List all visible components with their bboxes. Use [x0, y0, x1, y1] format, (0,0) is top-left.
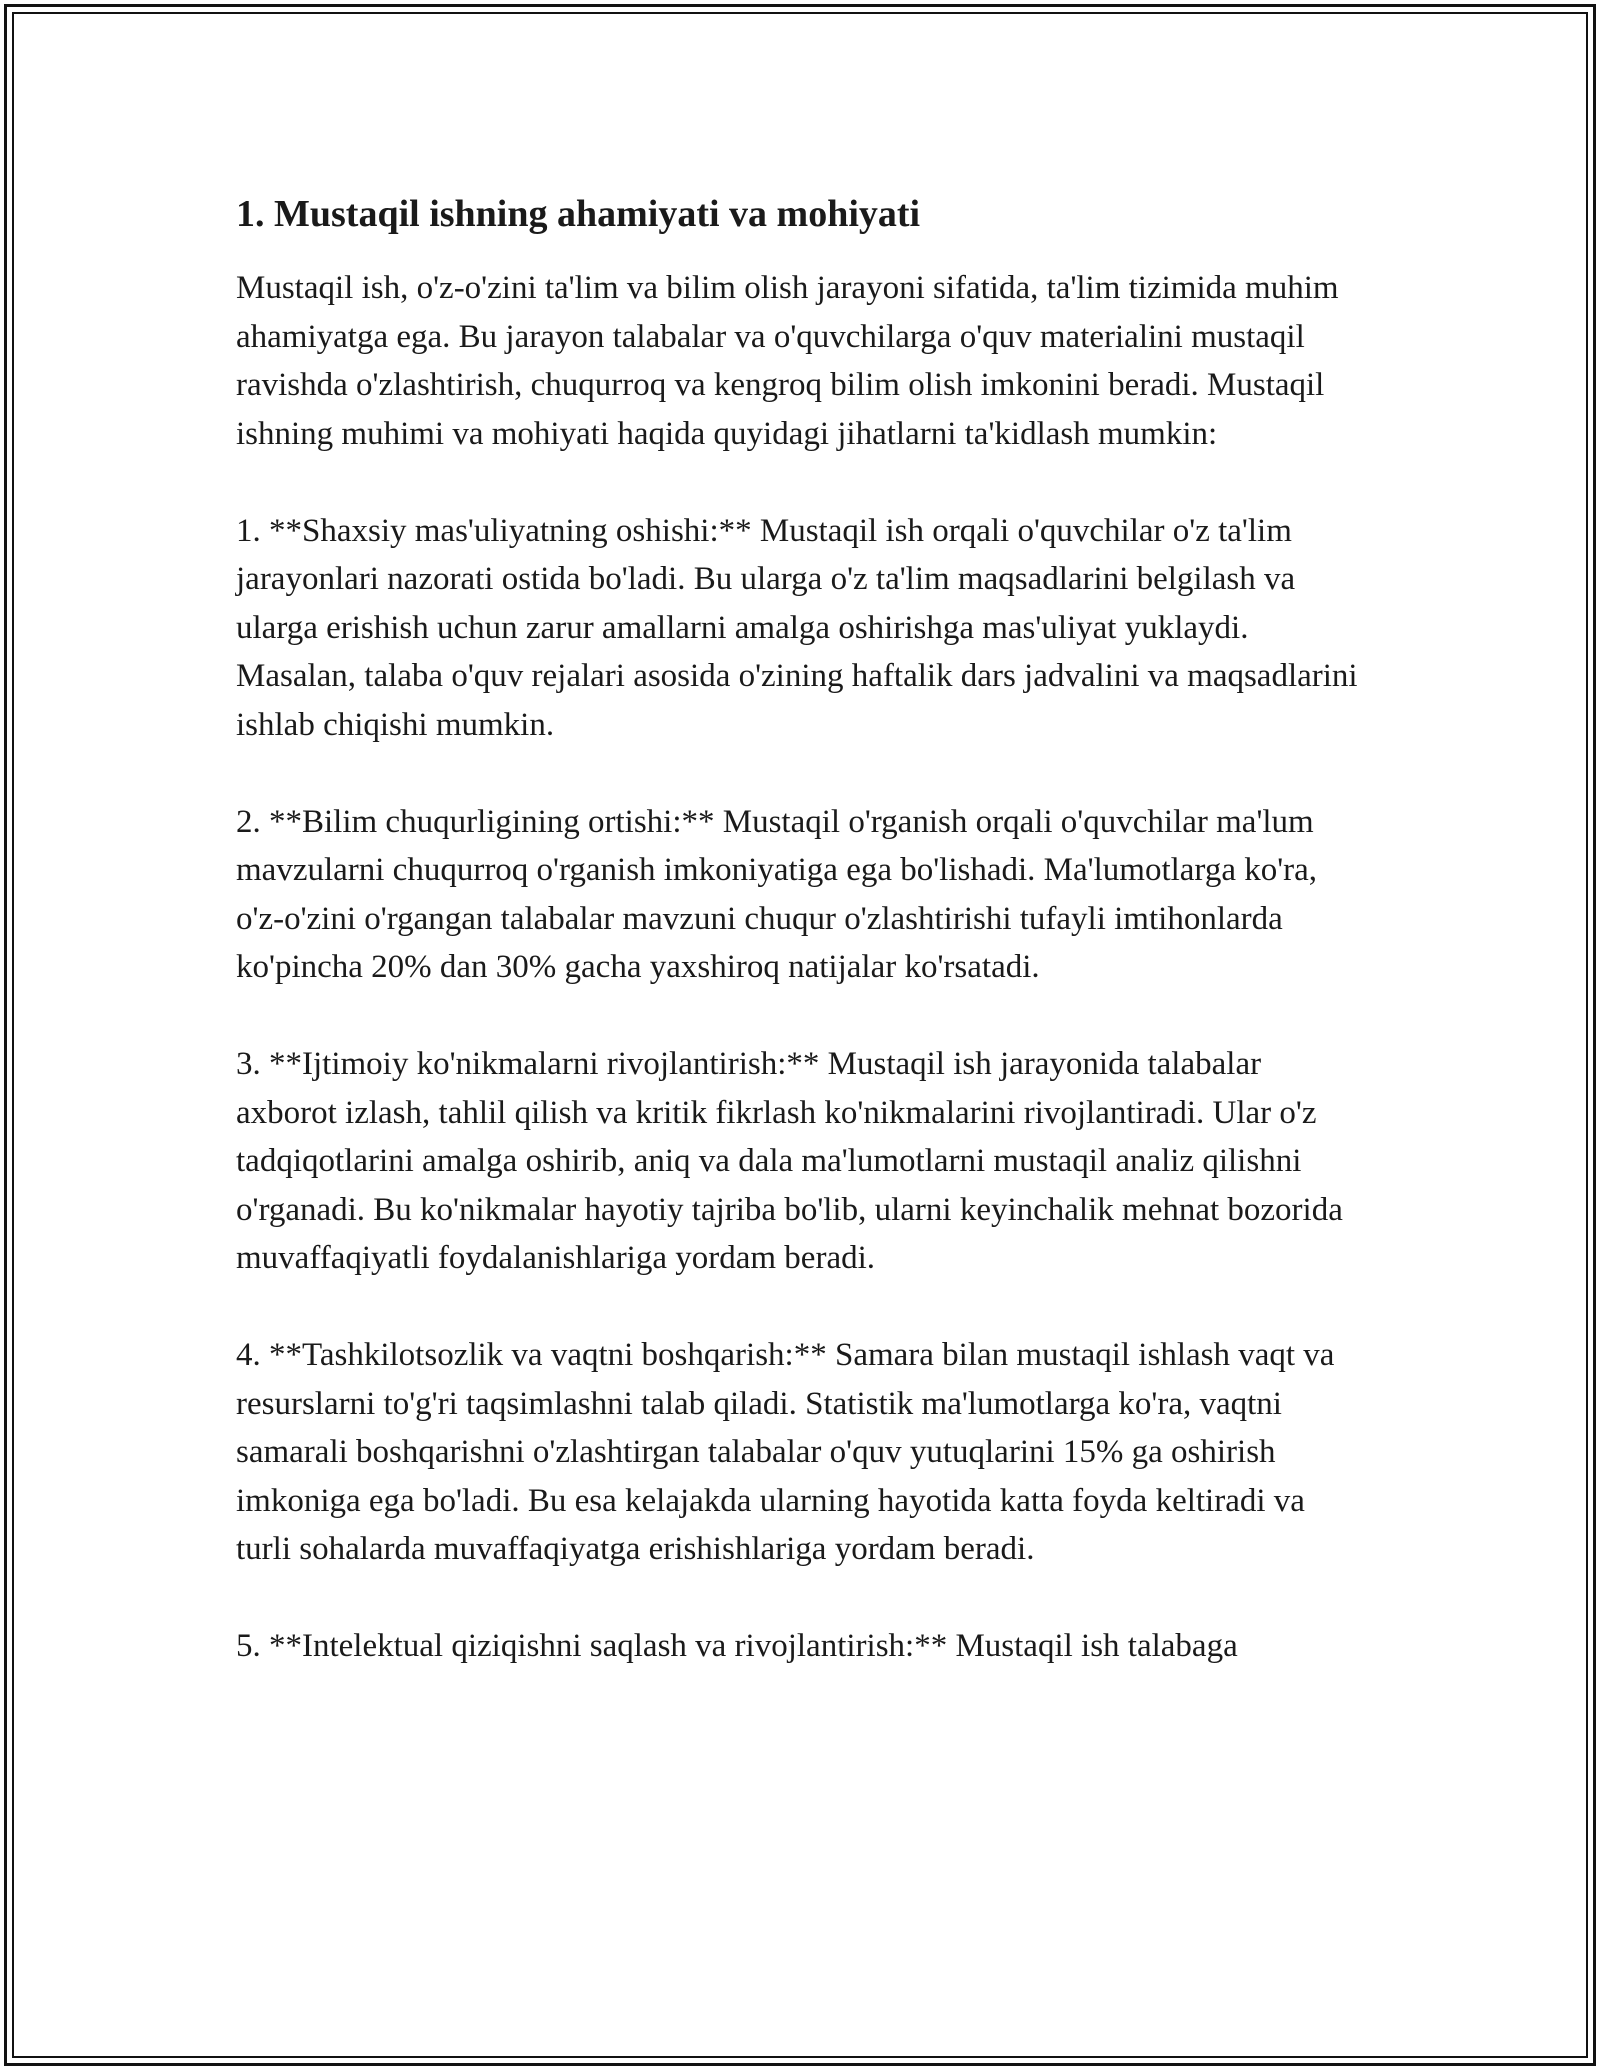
list-item-4-paragraph: 4. **Tashkilotsozlik va vaqtni boshqarish:** Samara bilan mustaqil ishlash vaqt va resurslarni to'g'ri taqsimlashni talab qiladi. Statistik ma'lumotlarga ko'ra, vaqtni samarali boshqarishni o'zlashtirgan talabalar o'quv yutuqlarini 15% ga oshirish imkoniga ega bo'ladi. Bu esa kelajakda ularning hayotida katta foyda keltiradi va turli sohalarda muvaffaqiyatga erishishlariga yordam beradi. — [236, 1337, 1335, 1567]
paragraph-gap — [236, 1574, 1366, 1623]
list-item-3-paragraph: 3. **Ijtimoiy ko'nikmalarni rivojlantirish:** Mustaqil ish jarayonida talabalar axborot izlash, tahlil qilish va kritik fikrlash ko'nikmalarini rivojlantiradi. Ular o'z tadqiqotlarini amalga oshirib, aniq va dala ma'lumotlarni mustaqil analiz qilishni o'rganadi. Bu ko'nikmalar hayotiy tajriba bo'lib, ularni keyinchalik mehnat bozorida muvaffaqiyatli foydalanishlariga yordam beradi. — [236, 1046, 1343, 1276]
list-item-5-paragraph: 5. **Intelektual qiziqishni saqlash va rivojlantirish:** Mustaqil ish talabaga — [236, 1628, 1238, 1664]
paragraph-gap — [236, 458, 1366, 507]
list-item-2-paragraph: 2. **Bilim chuqurligining ortishi:** Mustaqil o'rganish orqali o'quvchilar ma'lum mavzularni chuqurroq o'rganish imkoniyatiga ega bo'lishadi. Ma'lumotlarga ko'ra, o'z-o'zini o'rgangan talabalar mavzuni chuqur o'zlashtirishi tufayli imtihonlarda ko'pincha 20% dan 30% gacha yaxshiroq natijalar ko'rsatadi. — [236, 803, 1318, 985]
paragraph-gap — [236, 1283, 1366, 1332]
paragraph-gap — [236, 749, 1366, 798]
document-body — [236, 186, 1366, 1671]
list-item-1-paragraph: 1. **Shaxsiy mas'uliyatning oshishi:** Mustaqil ish orqali o'quvchilar o'z ta'lim jarayonlari nazorati ostida bo'ladi. Bu ularga o'z ta'lim maqsadlarini belgilash va ularga erishish uchun zarur amallarni amalga oshirishga mas'uliyat yuklaydi. Masalan, talaba o'quv rejalari asosida o'zining haftalik dars jadvalini va maqsadlarini ishlab chiqishi mumkin. — [236, 512, 1358, 743]
section-heading: 1. Mustaqil ishning ahamiyati va mohiyati — [236, 193, 921, 235]
intro-paragraph: Mustaqil ish, o'z-o'zini ta'lim va bilim olish jarayoni sifatida, ta'lim tizimida muhim ahamiyatga ega. Bu jarayon talabalar va o'quvchilarga o'quv materialini mustaqil ravishda o'zlashtirish, chuqurroq va kengroq bilim olish imkonini beradi. Mustaqil ishning muhimi va mohiyati haqida quyidagi jihatlarni ta'kidlash mumkin: — [236, 270, 1339, 452]
paragraph-gap — [236, 992, 1366, 1041]
